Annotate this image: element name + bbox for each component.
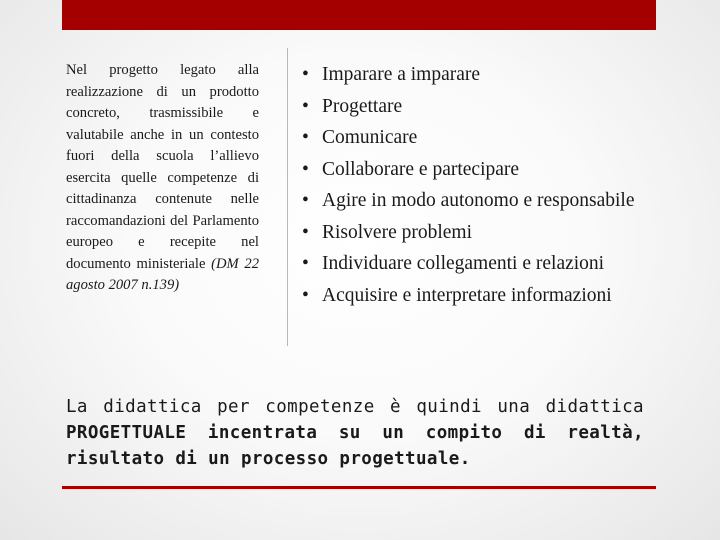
- conclusion-paragraph: [66, 394, 644, 472]
- bullet-icon: •: [302, 95, 309, 117]
- bullet-icon: •: [302, 64, 309, 85]
- bullet-icon: •: [302, 127, 309, 148]
- bullet-icon: •: [302, 253, 309, 274]
- list-item-label: Agire in modo autonomo e responsabile: [322, 190, 635, 211]
- list-item: [302, 220, 662, 246]
- list-item: [302, 157, 662, 183]
- footer-rule: [62, 486, 656, 489]
- conclusion-emphasis: PROGETTUALE incentrata su un compito di realtà, risultato di un processo progettuale.: [66, 423, 644, 469]
- intro-paragraph: [66, 60, 259, 297]
- header-bar: [62, 0, 656, 30]
- list-item-label: Progettare: [322, 95, 403, 117]
- bullet-icon: •: [302, 158, 309, 180]
- bullet-icon: •: [302, 190, 309, 211]
- list-item-label: Acquisire e interpretare informazioni: [322, 284, 612, 306]
- list-item: [302, 125, 662, 151]
- competence-list: [302, 62, 662, 314]
- list-item: [302, 94, 662, 120]
- list-item: [302, 188, 662, 214]
- column-divider: [287, 48, 288, 346]
- list-item-label: Collaborare e partecipare: [322, 158, 520, 180]
- intro-reference: (DM 22 agosto 2007 n.139): [66, 255, 259, 293]
- list-item-label: Risolvere problemi: [322, 221, 473, 243]
- list-item-label: Individuare collegamenti e relazioni: [322, 253, 605, 274]
- list-item: [302, 283, 662, 309]
- list-item: [302, 62, 662, 88]
- conclusion-text: La didattica per competenze è quindi una didattica: [66, 397, 644, 417]
- bullet-icon: •: [302, 284, 309, 306]
- list-item: [302, 251, 662, 277]
- bullet-icon: •: [302, 221, 309, 243]
- list-item-label: Comunicare: [322, 127, 418, 148]
- list-item-label: Imparare a imparare: [322, 64, 481, 85]
- intro-text: Nel progetto legato alla realizzazione di un prodotto concreto, trasmissibile e valutabile anche in un contesto fuori della scuola l’allievo esercita quelle competenze di cittadinanza contenute nelle raccomandazioni del Parlamento europeo e recepite nel documento ministeriale: [66, 62, 259, 272]
